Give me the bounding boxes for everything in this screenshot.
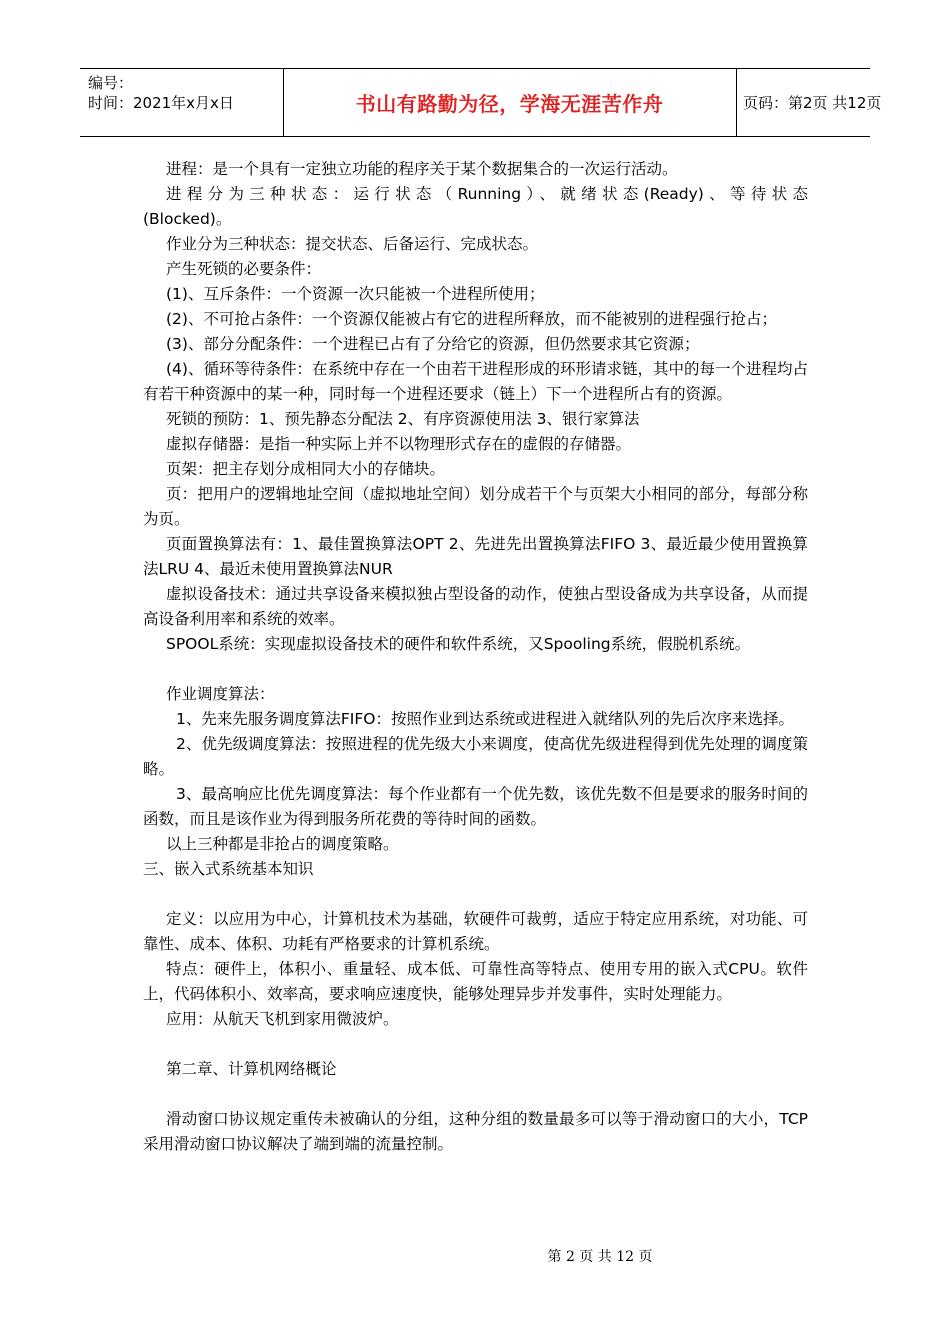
section-heading: 三、嵌入式系统基本知识 bbox=[143, 860, 314, 878]
document-date: 时间：2021年x月x日 bbox=[88, 94, 234, 112]
paragraph: 2、优先级调度算法：按照进程的优先级大小来调度，使高优先级进程得到优先处理的调度策略。 bbox=[143, 735, 808, 778]
header-motto-cell bbox=[283, 69, 737, 136]
paragraph: (1)、互斥条件：一个资源一次只能被一个进程所使用； bbox=[166, 285, 545, 303]
paragraph: 页架：把主存划分成相同大小的存储块。 bbox=[166, 460, 446, 478]
paragraph: 定义：以应用为中心，计算机技术为基础，软硬件可裁剪，适应于特定应用系统，对功能、可靠性、成本、体积、功耗有严格要求的计算机系统。 bbox=[143, 910, 808, 953]
paragraph: (2)、不可抢占条件：一个资源仅能被占有它的进程所释放，而不能被别的进程强行抢占； bbox=[166, 310, 777, 328]
header-meta bbox=[80, 69, 284, 136]
paragraph: 进程分为三种状态：运行状态（Running）、就绪状态(Ready)、等待状态 bbox=[166, 185, 808, 203]
paragraph: 滑动窗口协议规定重传未被确认的分组，这种分组的数量最多可以等于滑动窗口的大小，TCP采用滑动窗口协议解决了端到端的流量控制。 bbox=[143, 1110, 808, 1153]
paragraph: 进程：是一个具有一定独立功能的程序关于某个数据集合的一次运行活动。 bbox=[166, 160, 678, 178]
paragraph: (Blocked)。 bbox=[143, 210, 232, 228]
paragraph: 3、最高响应比优先调度算法：每个作业都有一个优先数，该优先数不但是要求的服务时间的函数，而且是该作业为得到服务所花费的等待时间的函数。 bbox=[143, 785, 808, 828]
paragraph: 产生死锁的必要条件： bbox=[166, 260, 322, 278]
page-footer bbox=[0, 1246, 950, 1266]
paragraph: 页面置换算法有：1、最佳置换算法OPT 2、先进先出置换算法FIFO 3、最近最少使用置换算法LRU 4、最近未使用置换算法NUR bbox=[143, 535, 808, 578]
chapter-heading: 第二章、计算机网络概论 bbox=[166, 1060, 337, 1078]
paragraph: 死锁的预防：1、预先静态分配法 2、有序资源使用法 3、银行家算法 bbox=[166, 410, 640, 428]
document-number-label: 编号： bbox=[88, 74, 134, 92]
page-header bbox=[80, 68, 882, 137]
paragraph: (4)、循环等待条件：在系统中存在一个由若干进程形成的环形请求链，其中的每一个进程均占有若干种资源中的某一种，同时每一个进程还要求（链上）下一个进程所占有的资源。 bbox=[143, 360, 808, 403]
paragraph: 1、先来先服务调度算法FIFO：按照作业到达系统或进程进入就绪队列的先后次序来选择。 bbox=[176, 710, 794, 728]
spacer bbox=[143, 882, 808, 907]
document-body bbox=[143, 157, 808, 1157]
spacer bbox=[143, 657, 808, 682]
section-label: 作业调度算法： bbox=[166, 685, 275, 703]
paragraph: 虚拟存储器：是指一种实际上并不以物理形式存在的虚假的存储器。 bbox=[166, 435, 632, 453]
header-motto: 书山有路勤为径，学海无涯苦作舟 bbox=[355, 92, 664, 116]
footer-page-number: 第 2 页 共 12 页 bbox=[547, 1249, 653, 1265]
spacer bbox=[143, 1032, 808, 1057]
paragraph: 页：把用户的逻辑地址空间（虚拟地址空间）划分成若干个与页架大小相同的部分，每部分称为页。 bbox=[143, 485, 808, 528]
paragraph: 以上三种都是非抢占的调度策略。 bbox=[166, 835, 399, 853]
header-page-cell bbox=[737, 69, 882, 136]
spacer bbox=[143, 1082, 808, 1107]
header-page-info: 页码：第2页 共12页 bbox=[743, 94, 882, 112]
paragraph: 虚拟设备技术：通过共享设备来模拟独占型设备的动作，使独占型设备成为共享设备，从而提高设备利用率和系统的效率。 bbox=[143, 585, 808, 628]
paragraph: SPOOL系统：实现虚拟设备技术的硬件和软件系统，又Spooling系统，假脱机系统。 bbox=[166, 635, 751, 653]
paragraph: 应用：从航天飞机到家用微波炉。 bbox=[166, 1010, 399, 1028]
paragraph: 特点：硬件上，体积小、重量轻、成本低、可靠性高等特点、使用专用的嵌入式CPU。软件上，代码体积小、效率高，要求响应速度快，能够处理异步并发事件，实时处理能力。 bbox=[143, 960, 808, 1003]
paragraph: 作业分为三种状态：提交状态、后备运行、完成状态。 bbox=[166, 235, 539, 253]
paragraph: (3)、部分分配条件：一个进程已占有了分给它的资源，但仍然要求其它资源； bbox=[166, 335, 700, 353]
